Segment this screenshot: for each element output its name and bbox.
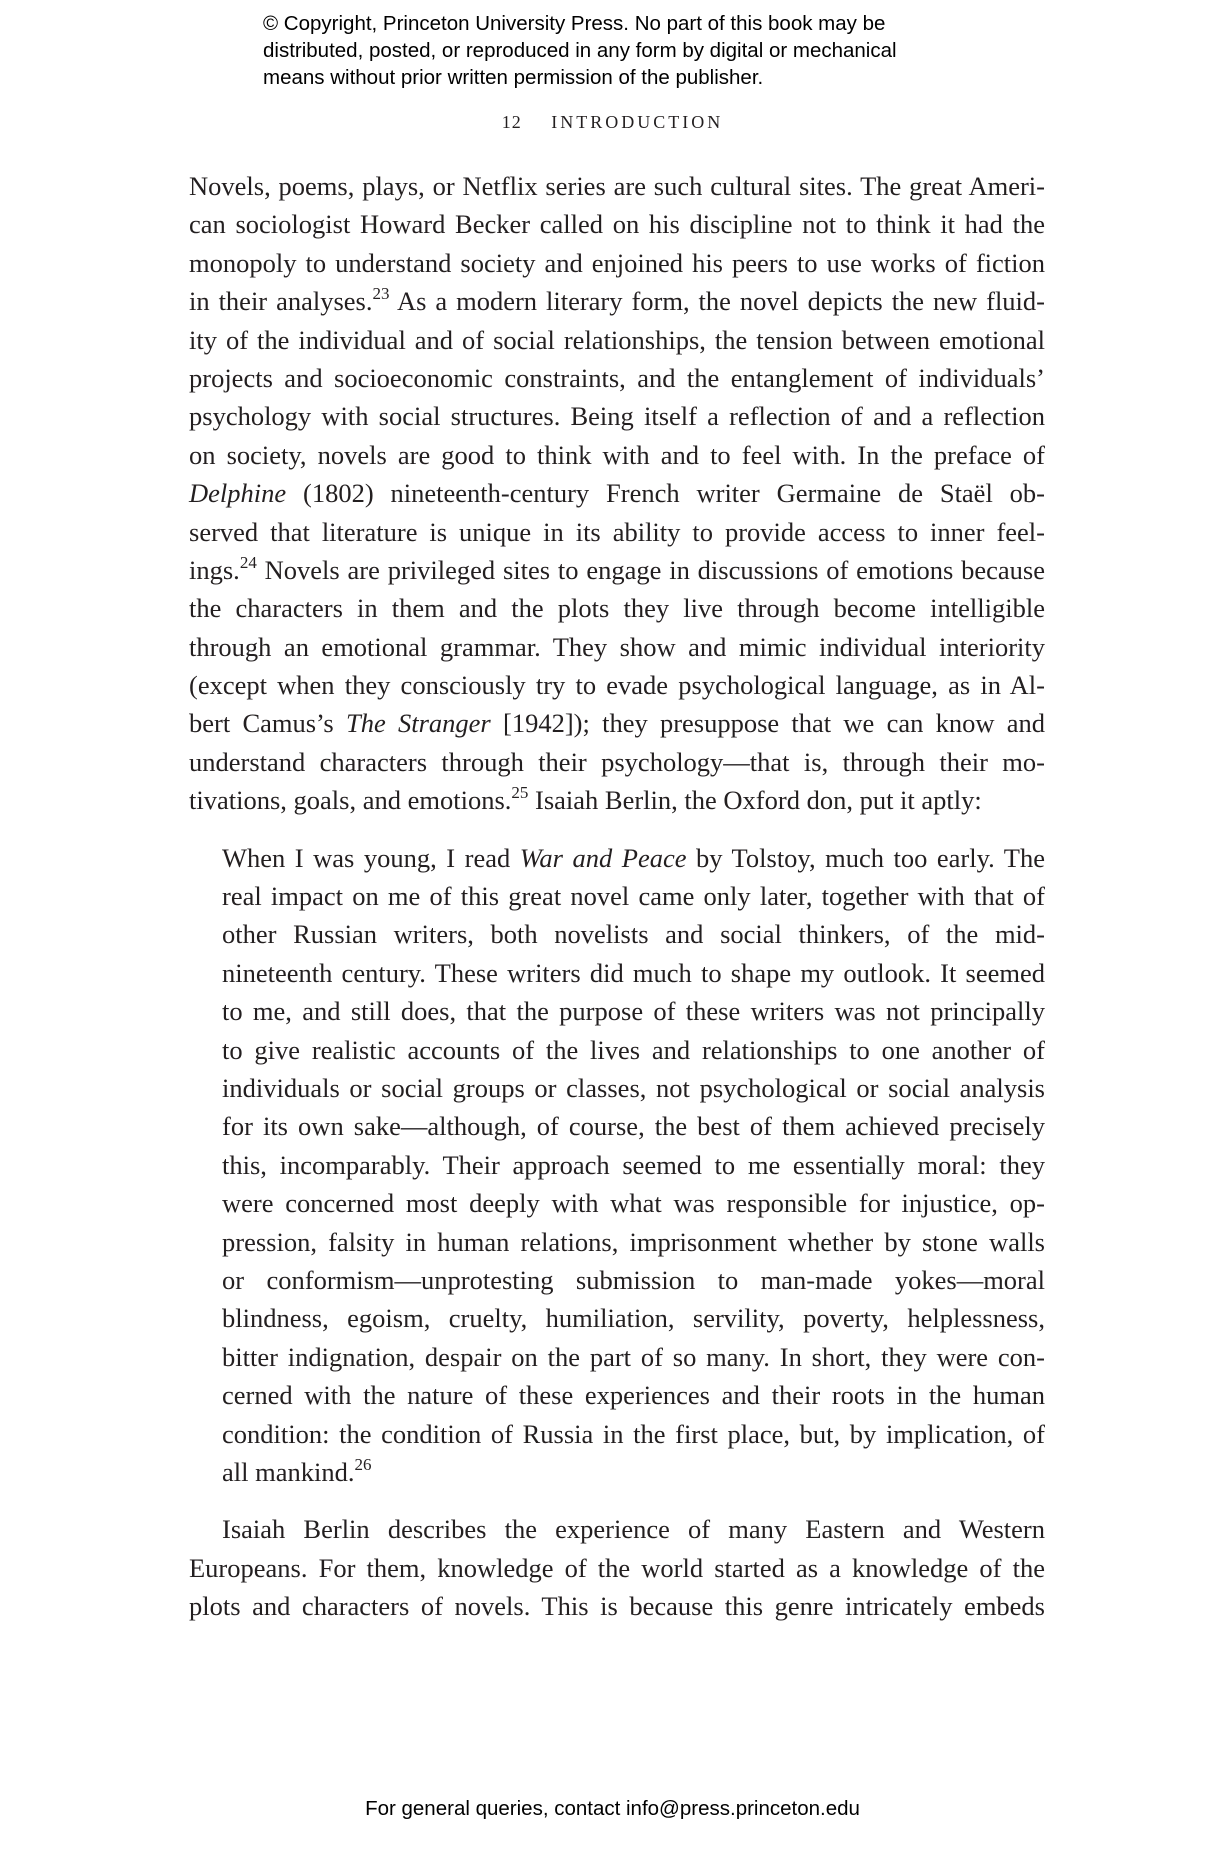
text-line bbox=[189, 1549, 1045, 1587]
text-line bbox=[189, 628, 1045, 666]
italic-title: The Stranger bbox=[346, 708, 491, 739]
text-line bbox=[189, 282, 1045, 320]
text-line bbox=[189, 666, 1045, 704]
text-run: ity of the individual and of social relationships, the tension between emotional bbox=[189, 324, 1045, 355]
block-quote bbox=[222, 839, 1045, 1492]
footnote-ref: 23 bbox=[372, 284, 390, 304]
text-run: this, incomparably. Their approach seemed to me essentially moral: they bbox=[222, 1149, 1045, 1180]
text-run: [1942]); they presuppose that we can know and bbox=[490, 708, 1045, 739]
text-run: nineteenth century. These writers did much to shape my outlook. It seemed bbox=[222, 957, 1045, 988]
text-line bbox=[222, 877, 1045, 915]
italic-title: War and Peace bbox=[519, 842, 687, 873]
text-run: in their analyses. bbox=[189, 286, 373, 317]
footer-contact: For general queries, contact info@press.princeton.edu bbox=[365, 1797, 860, 1820]
text-run: (1802) nineteenth-century French writer Germaine de Staël ob- bbox=[286, 478, 1045, 509]
page-number: 12 bbox=[501, 112, 522, 132]
text-run: other Russian writers, both novelists and social thinkers, of the mid- bbox=[222, 919, 1045, 950]
text-run: real impact on me of this great novel came only later, together with that of bbox=[222, 881, 1045, 912]
text-line bbox=[222, 1376, 1045, 1414]
text-line bbox=[222, 1261, 1045, 1299]
text-run: projects and socioeconomic constraints, and the entanglement of individuals’ bbox=[189, 362, 1045, 393]
text-line bbox=[222, 1338, 1045, 1376]
footnote-ref: 25 bbox=[511, 783, 529, 803]
text-run: were concerned most deeply with what was responsible for injustice, op- bbox=[222, 1188, 1045, 1219]
text-line bbox=[222, 1299, 1045, 1337]
text-run: pression, falsity in human relations, imprisonment whether by stone walls bbox=[222, 1226, 1045, 1257]
copyright-notice bbox=[263, 10, 1023, 91]
italic-title: Delphine bbox=[189, 478, 287, 509]
text-line bbox=[222, 992, 1045, 1030]
text-line bbox=[222, 839, 1045, 877]
text-line bbox=[222, 1184, 1045, 1222]
text-run: As a modern literary form, the novel depicts the new fluid- bbox=[389, 286, 1045, 317]
text-run: by Tolstoy, much too early. The bbox=[686, 842, 1045, 873]
text-run: When I was young, I read bbox=[222, 842, 520, 873]
text-run: condition: the condition of Russia in the first place, but, by implication, of bbox=[222, 1418, 1045, 1449]
copyright-line: © Copyright, Princeton University Press. No part of this book may be bbox=[263, 12, 886, 35]
text-line bbox=[222, 915, 1045, 953]
body-text bbox=[189, 167, 1045, 1625]
text-run: to me, and still does, that the purpose of these writers was not principally bbox=[222, 996, 1045, 1027]
text-run: (except when they consciously try to evade psychological language, as in Al- bbox=[189, 670, 1045, 701]
text-run: can sociologist Howard Becker called on his discipline not to think it had the bbox=[189, 209, 1045, 240]
text-run: plots and characters of novels. This is because this genre intricately embeds bbox=[189, 1591, 1045, 1622]
text-line bbox=[189, 743, 1045, 781]
text-run: served that literature is unique in its ability to provide access to inner feel- bbox=[189, 516, 1045, 547]
text-line bbox=[222, 1146, 1045, 1184]
text-run: cerned with the nature of these experiences and their roots in the human bbox=[222, 1380, 1045, 1411]
text-line bbox=[222, 1069, 1045, 1107]
paragraph-2 bbox=[189, 1510, 1045, 1625]
text-run: bert Camus’s bbox=[189, 708, 346, 739]
copyright-line: means without prior written permission of the publisher. bbox=[263, 66, 764, 89]
paragraph-1 bbox=[189, 167, 1045, 820]
text-line bbox=[189, 781, 1045, 819]
text-line bbox=[222, 954, 1045, 992]
text-line bbox=[189, 704, 1045, 742]
text-run: Novels are privileged sites to engage in discussions of emotions because bbox=[256, 554, 1045, 585]
text-run: blindness, egoism, cruelty, humiliation, servility, poverty, helplessness, bbox=[222, 1303, 1045, 1334]
text-line bbox=[189, 474, 1045, 512]
text-run: to give realistic accounts of the lives and relationships to one another of bbox=[222, 1034, 1045, 1065]
text-line bbox=[222, 1031, 1045, 1069]
text-line bbox=[189, 589, 1045, 627]
text-run: understand characters through their psychology—that is, through their mo- bbox=[189, 746, 1045, 777]
section-title: INTRODUCTION bbox=[551, 112, 724, 132]
text-line bbox=[189, 397, 1045, 435]
text-run: monopoly to understand society and enjoined his peers to use works of fiction bbox=[189, 247, 1045, 278]
text-line bbox=[222, 1415, 1045, 1453]
copyright-line: distributed, posted, or reproduced in any form by digital or mechanical bbox=[263, 39, 897, 62]
text-run: the characters in them and the plots they live through become intelligible bbox=[189, 593, 1045, 624]
text-run: Europeans. For them, knowledge of the world started as a knowledge of the bbox=[189, 1552, 1045, 1583]
text-line bbox=[189, 167, 1045, 205]
text-line bbox=[189, 1510, 1045, 1548]
text-line bbox=[189, 359, 1045, 397]
text-line bbox=[222, 1453, 1045, 1491]
text-run: Isaiah Berlin describes the experience of many Eastern and Western bbox=[222, 1514, 1045, 1545]
text-run: for its own sake—although, of course, the best of them achieved precisely bbox=[222, 1111, 1045, 1142]
footnote-ref: 26 bbox=[354, 1454, 372, 1474]
text-run: bitter indignation, despair on the part of so many. In short, they were con- bbox=[222, 1341, 1045, 1372]
text-line bbox=[189, 551, 1045, 589]
text-run: Isaiah Berlin, the Oxford don, put it aptly: bbox=[528, 785, 982, 816]
running-head bbox=[0, 112, 1225, 133]
text-line bbox=[189, 436, 1045, 474]
text-line bbox=[222, 1107, 1045, 1145]
text-run: psychology with social structures. Being itself a reflection of and a reflection bbox=[189, 401, 1045, 432]
footnote-ref: 24 bbox=[239, 552, 257, 572]
text-line bbox=[189, 205, 1045, 243]
text-run: on society, novels are good to think with and to feel with. In the preface of bbox=[189, 439, 1045, 470]
text-line bbox=[189, 1587, 1045, 1625]
text-run: Novels, poems, plays, or Netflix series are such cultural sites. The great Ameri- bbox=[189, 171, 1045, 201]
text-run: through an emotional grammar. They show and mimic individual interiority bbox=[189, 631, 1045, 662]
text-line bbox=[189, 513, 1045, 551]
text-run: ings. bbox=[189, 554, 240, 585]
text-line bbox=[222, 1223, 1045, 1261]
text-run: tivations, goals, and emotions. bbox=[189, 785, 512, 816]
text-run: or conformism—unprotesting submission to man-made yokes—moral bbox=[222, 1264, 1045, 1295]
text-line bbox=[189, 321, 1045, 359]
text-line bbox=[189, 244, 1045, 282]
text-run: individuals or social groups or classes, not psychological or social analysis bbox=[222, 1072, 1045, 1103]
text-run: all mankind. bbox=[222, 1456, 355, 1487]
